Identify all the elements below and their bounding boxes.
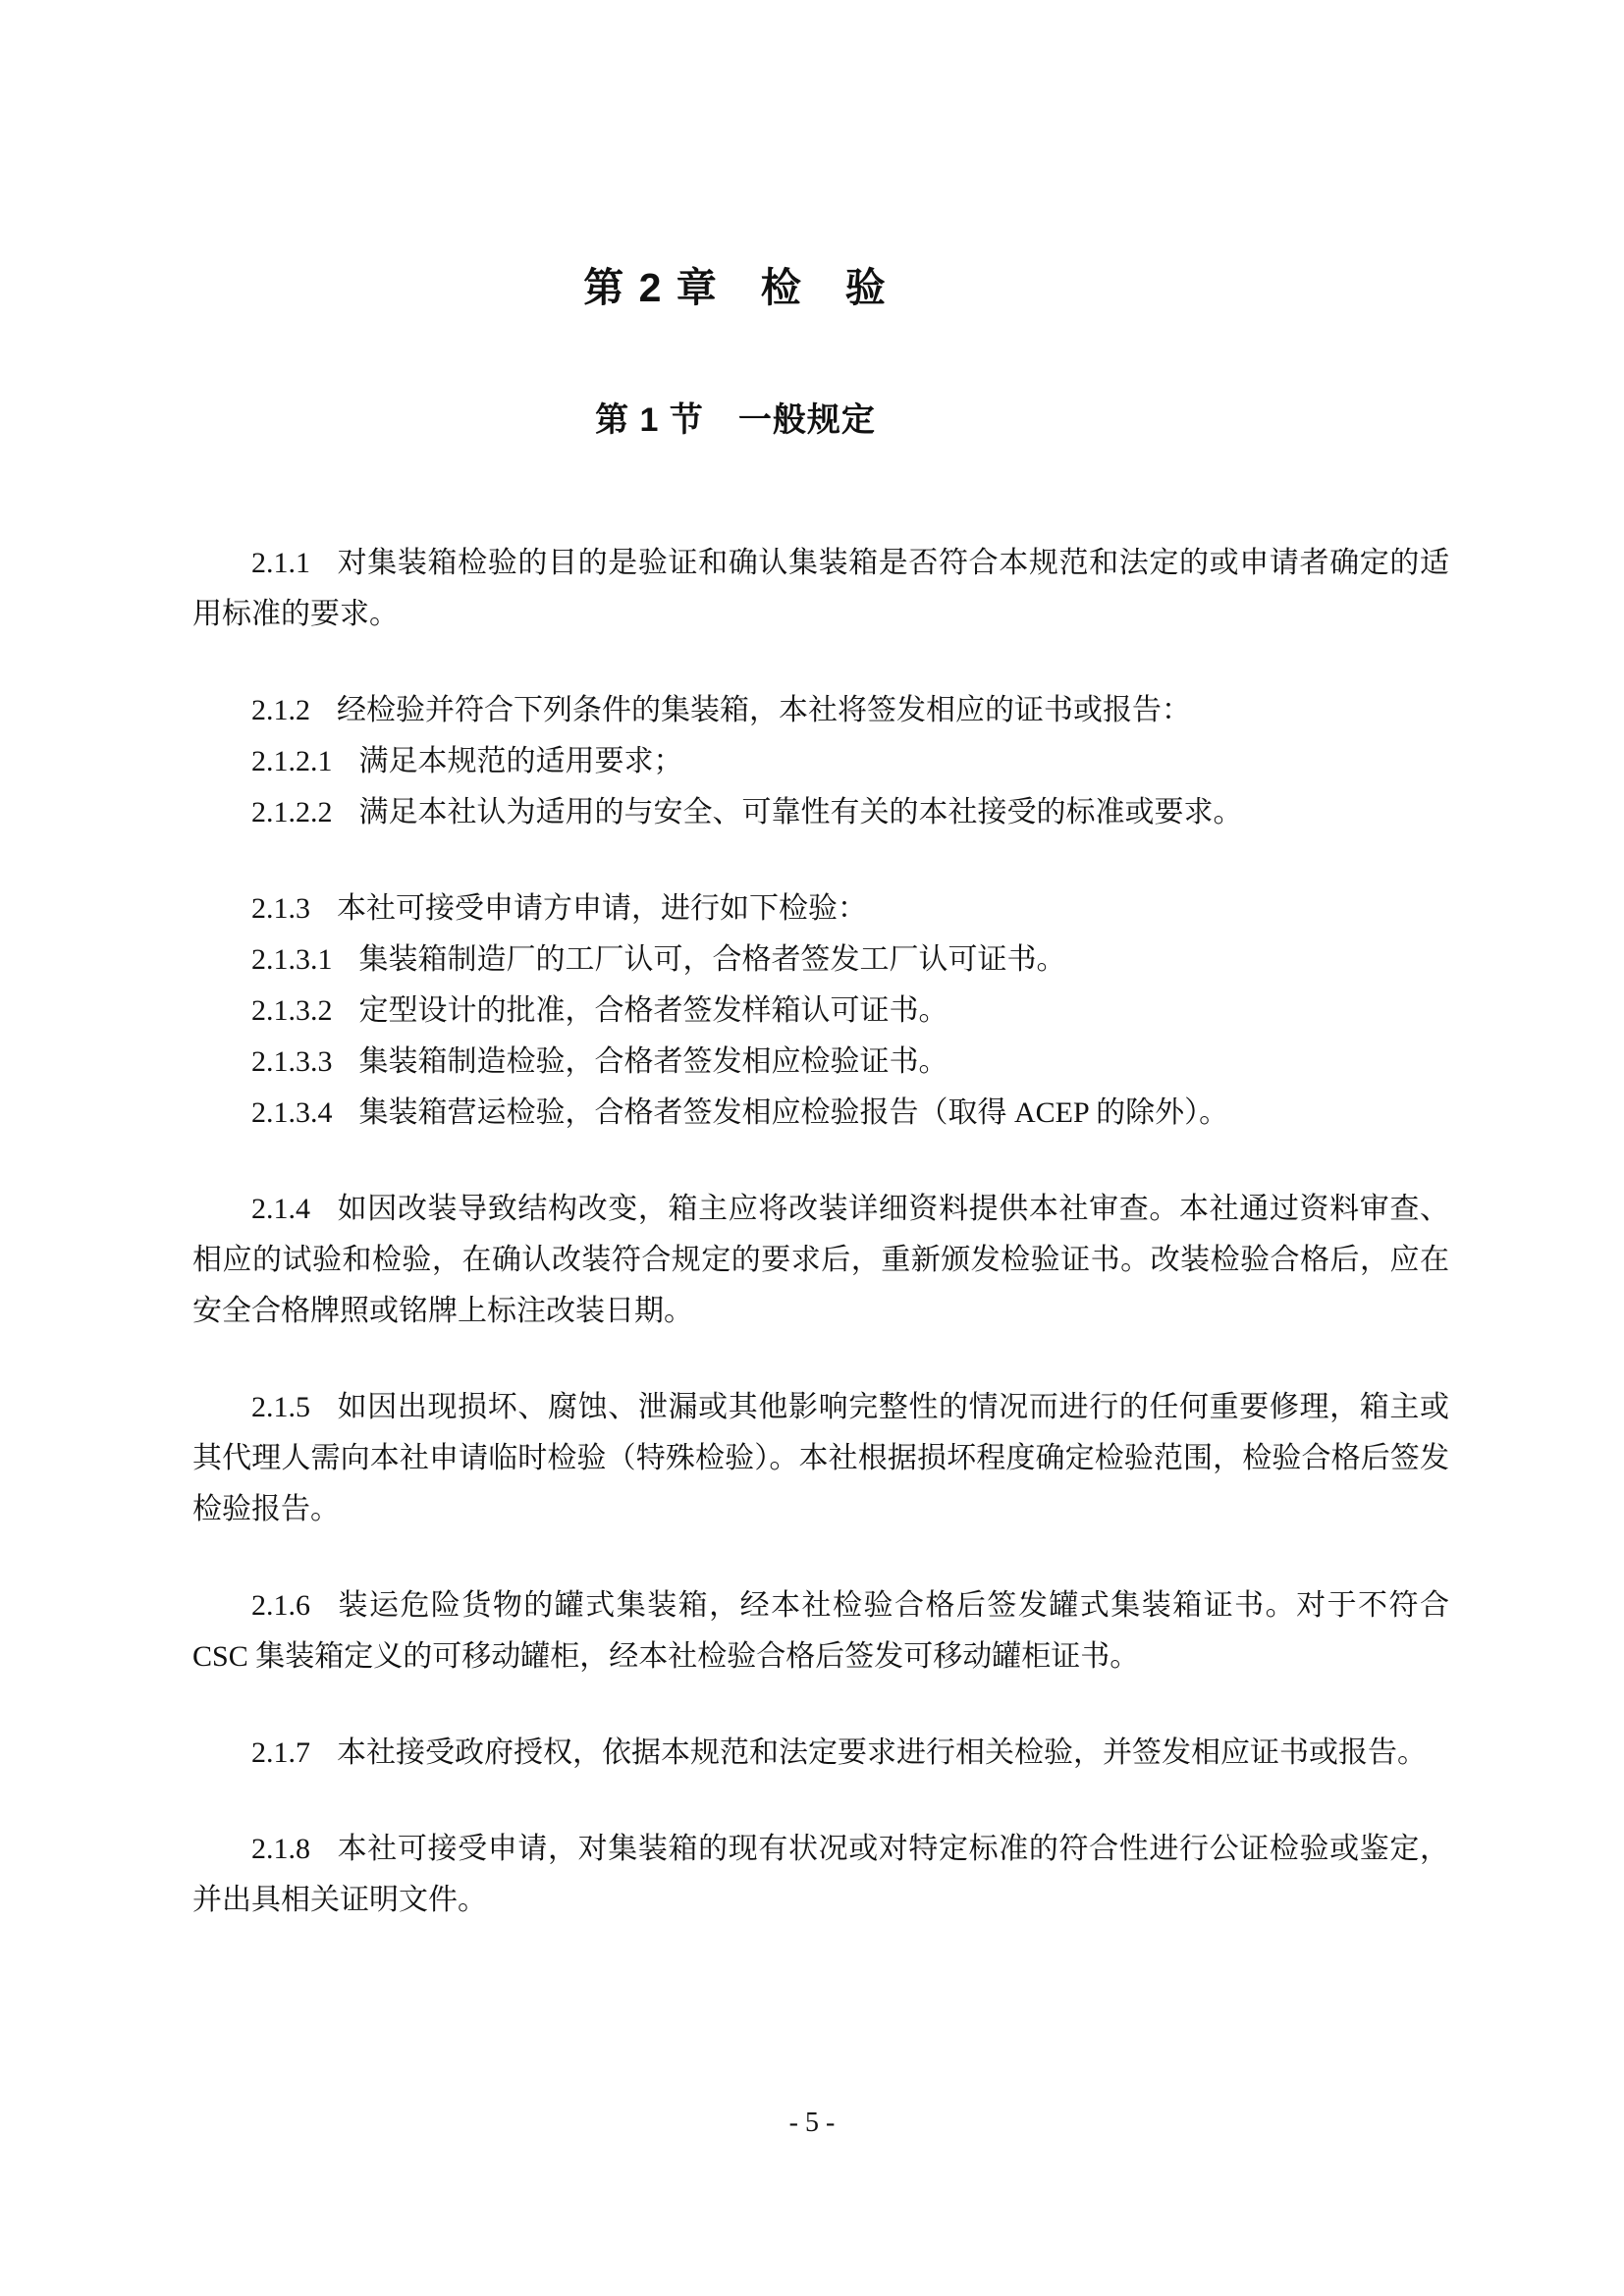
paragraph — [192, 1824, 1449, 1926]
chapter-title: 第 2 章 检 验 — [583, 265, 888, 310]
paragraph — [192, 934, 1449, 986]
paragraph-group — [192, 883, 1449, 1139]
paragraph — [192, 736, 1449, 787]
paragraph-group — [192, 538, 1449, 640]
paragraph-group — [192, 1824, 1449, 1926]
paragraph-number: 2.1.3.2 — [251, 993, 333, 1027]
paragraph — [192, 1184, 1449, 1337]
paragraph-text: 本社可接受申请方申请，进行如下检验： — [337, 891, 867, 925]
paragraph-number: 2.1.8 — [251, 1832, 310, 1865]
paragraph-group — [192, 1382, 1449, 1535]
paragraph-group — [192, 1728, 1449, 1779]
paragraph-number: 2.1.3.1 — [251, 942, 333, 976]
paragraph-text: 本社接受政府授权，依据本规范和法定要求进行相关检验，并签发相应证书或报告。 — [337, 1735, 1427, 1769]
paragraph-group — [192, 1580, 1449, 1682]
paragraph-number: 2.1.3 — [251, 891, 310, 925]
paragraph — [192, 787, 1449, 838]
paragraph-number: 2.1.4 — [251, 1192, 310, 1225]
document-body — [192, 538, 1449, 1926]
paragraph-text: 满足本社认为适用的与安全、可靠性有关的本社接受的标准或要求。 — [358, 795, 1243, 828]
paragraph-text: 本社可接受申请，对集装箱的现有状况或对特定标准的符合性进行公证检验或鉴定，并出具相关证明文件。 — [192, 1832, 1449, 1916]
paragraph-text: 对集装箱检验的目的是验证和确认集装箱是否符合本规范和法定的或申请者确定的适用标准的要求。 — [192, 546, 1449, 630]
paragraph — [192, 1580, 1449, 1682]
paragraph-group — [192, 685, 1449, 838]
paragraph — [192, 986, 1449, 1037]
paragraph-text: 集装箱营运检验，合格者签发相应检验报告（取得 ACEP 的除外）。 — [358, 1095, 1229, 1129]
paragraph-number: 2.1.2 — [251, 693, 310, 726]
paragraph-text: 经检验并符合下列条件的集装箱，本社将签发相应的证书或报告： — [337, 693, 1191, 726]
paragraph — [192, 1382, 1449, 1535]
paragraph-number: 2.1.6 — [251, 1588, 310, 1622]
paragraph-number: 2.1.3.4 — [251, 1095, 333, 1129]
paragraph-text: 集装箱制造检验，合格者签发相应检验证书。 — [358, 1044, 948, 1078]
section-title: 第 1 节 一般规定 — [595, 401, 876, 440]
paragraph — [192, 1088, 1449, 1139]
paragraph-text: 如因改装导致结构改变，箱主应将改装详细资料提供本社审查。本社通过资料审查、相应的试验和检验，在确认改装符合规定的要求后，重新颁发检验证书。改装检验合格后，应在安全合格牌照或铭牌上标注改装日期。 — [192, 1192, 1449, 1327]
paragraph — [192, 1728, 1449, 1779]
paragraph — [192, 685, 1449, 736]
paragraph — [192, 883, 1449, 934]
paragraph-text: 满足本规范的适用要求； — [358, 744, 683, 777]
paragraph-text: 定型设计的批准，合格者签发样箱认可证书。 — [358, 993, 948, 1027]
paragraph-number: 2.1.7 — [251, 1735, 310, 1769]
paragraph-number: 2.1.5 — [251, 1390, 310, 1423]
paragraph — [192, 538, 1449, 640]
paragraph-text: 装运危险货物的罐式集装箱，经本社检验合格后签发罐式集装箱证书。对于不符合 CSC 集装箱定义的可移动罐柜，经本社检验合格后签发可移动罐柜证书。 — [192, 1588, 1449, 1673]
page-footer — [0, 2107, 1624, 2140]
paragraph-text: 集装箱制造厂的工厂认可，合格者签发工厂认可证书。 — [358, 942, 1066, 976]
paragraph-text: 如因出现损坏、腐蚀、泄漏或其他影响完整性的情况而进行的任何重要修理，箱主或其代理人需向本社申请临时检验（特殊检验）。本社根据损坏程度确定检验范围，检验合格后签发检验报告。 — [192, 1390, 1449, 1525]
paragraph-group — [192, 1184, 1449, 1337]
paragraph-number: 2.1.1 — [251, 546, 310, 579]
paragraph-number: 2.1.2.2 — [251, 795, 333, 828]
paragraph-number: 2.1.3.3 — [251, 1044, 333, 1078]
paragraph — [192, 1037, 1449, 1088]
paragraph-number: 2.1.2.1 — [251, 744, 333, 777]
page-number: - 5 - — [788, 2108, 836, 2138]
